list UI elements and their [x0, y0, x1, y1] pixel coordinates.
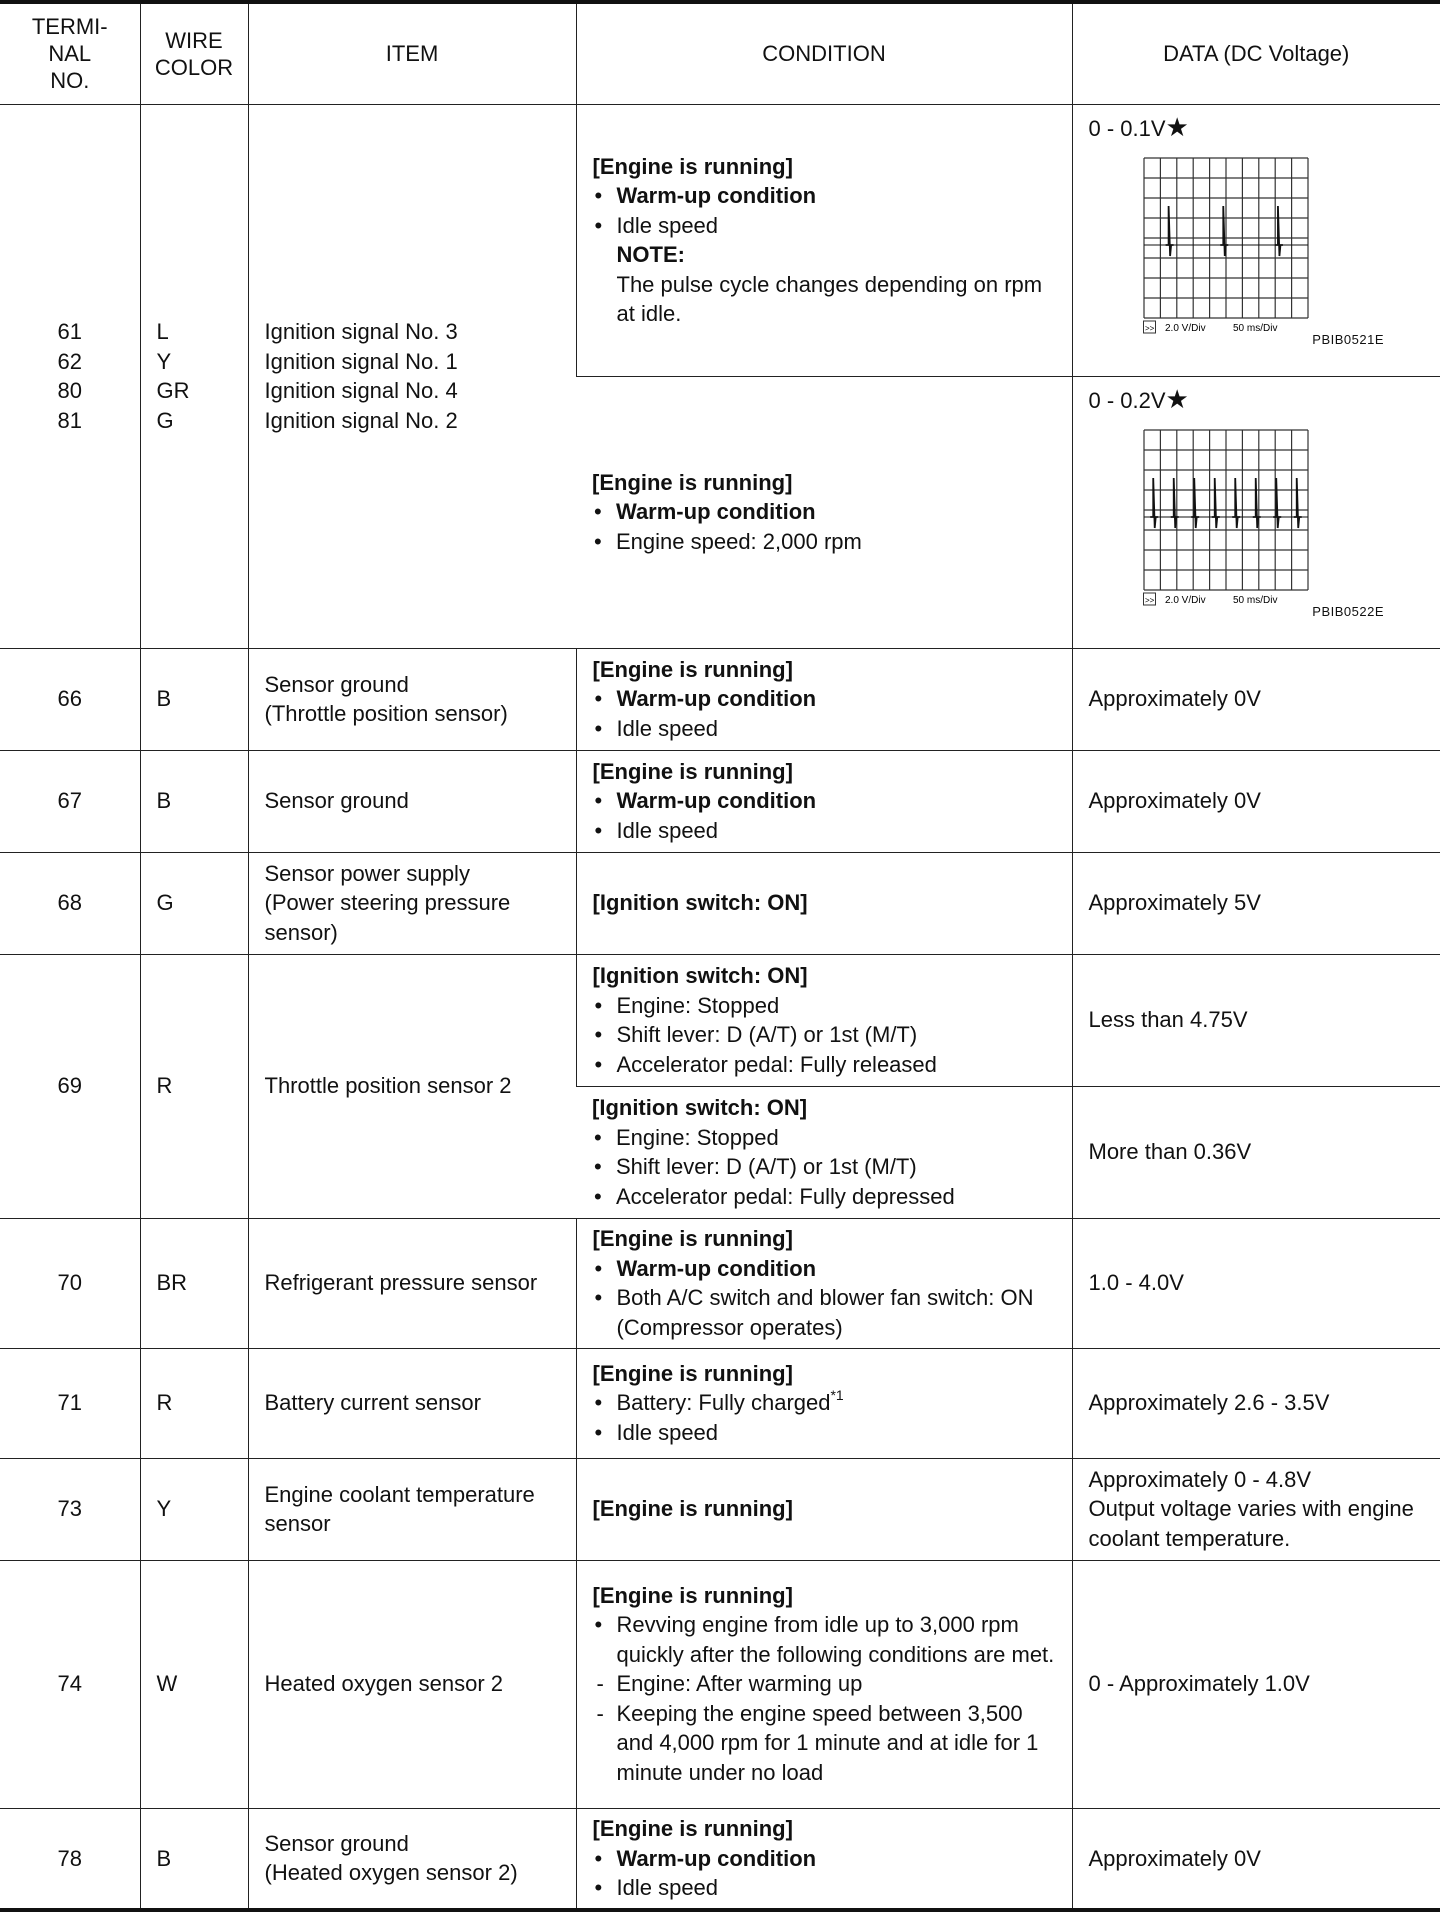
- waveform-pulse: [1232, 478, 1240, 528]
- waveform-pulse: [1220, 206, 1228, 256]
- list-item: • Warm-up condition: [593, 684, 1056, 714]
- star-icon: ★: [1165, 383, 1189, 414]
- header-row: [0, 2, 1440, 104]
- wire-color-cell: R: [140, 954, 248, 1218]
- table-row: [0, 104, 1440, 376]
- wire-color-cell: L Y GR G: [140, 104, 248, 648]
- condition-list: [593, 1254, 1056, 1343]
- wire-color-cell: Y: [140, 1458, 248, 1560]
- note: NOTE: The pulse cycle changes depending on rpm at idle.: [616, 242, 1043, 326]
- oscilloscope-waveform: [1143, 157, 1309, 337]
- list-item: • Warm-up condition: [593, 786, 1056, 816]
- list-item: - Engine: After warming up: [593, 1669, 1056, 1699]
- list-item: • Idle speed: [593, 714, 1056, 744]
- waveform-pulse: [1274, 206, 1282, 256]
- item-cell: Sensor ground: [248, 750, 576, 852]
- terminal-cell: 61 62 80 81: [0, 104, 140, 648]
- data-cell: 1.0 - 4.0V: [1072, 1218, 1440, 1348]
- header-condition: CONDITION: [576, 2, 1072, 104]
- item-cell: Throttle position sensor 2: [248, 954, 576, 1218]
- terminal-cell: 71: [0, 1348, 140, 1458]
- list-item: • Warm-up condition: [593, 181, 1056, 211]
- condition-list: [592, 497, 1056, 556]
- wire-color-cell: G: [140, 852, 248, 954]
- oscilloscope-waveform: [1143, 429, 1309, 609]
- terminal-cell: 68: [0, 852, 140, 954]
- condition-list: [593, 181, 1056, 240]
- wire-color-cell: B: [140, 1808, 248, 1910]
- condition-cell: [Engine is running] • Warm-up condition • Engine speed: 2,000 rpm: [576, 376, 1072, 648]
- terminal-cell: 73: [0, 1458, 140, 1560]
- wire-color-cell: W: [140, 1560, 248, 1808]
- condition-list: [593, 991, 1056, 1080]
- list-item: • Engine: Stopped: [593, 991, 1056, 1021]
- data-cell: [1072, 104, 1440, 376]
- terminal-cell: 66: [0, 648, 140, 750]
- footnote-mark: *1: [830, 1386, 844, 1403]
- condition-cell: [Engine is running] • Warm-up condition • Idle speed: [576, 1808, 1072, 1910]
- wire-color-cell: BR: [140, 1218, 248, 1348]
- data-cell: 0 - Approximately 1.0V: [1072, 1560, 1440, 1808]
- list-item: • Revving engine from idle up to 3,000 rpm quickly after the following conditions are met.: [593, 1610, 1056, 1669]
- item-cell: Ignition signal No. 3 Ignition signal No. 1 Ignition signal No. 4 Ignition signal No. 2: [248, 104, 576, 648]
- data-cell: Less than 4.75V: [1072, 954, 1440, 1086]
- voltage-value: 0 - 0.2V★: [1088, 383, 1189, 414]
- list-item: • Engine speed: 2,000 rpm: [592, 527, 1056, 557]
- condition-list: [593, 1388, 1056, 1447]
- list-item: • Idle speed: [593, 816, 1056, 846]
- header-data: DATA (DC Voltage): [1072, 2, 1440, 104]
- oscilloscope-figure: [1089, 377, 1425, 635]
- table-row: [0, 648, 1440, 750]
- table-row: [0, 852, 1440, 954]
- condition-cell: [Ignition switch: ON] • Engine: Stopped • Shift lever: D (A/T) or 1st (M/T) • Accelerator pedal: Fully depressed: [576, 1086, 1072, 1218]
- waveform-pulse: [1211, 478, 1219, 528]
- data-cell: Approximately 0V: [1072, 1808, 1440, 1910]
- wire-color-cell: B: [140, 648, 248, 750]
- list-item: • Idle speed: [593, 1873, 1056, 1903]
- header-item: ITEM: [248, 2, 576, 104]
- scope-volt-scale: 2.0 V/Div: [1164, 322, 1206, 334]
- table-row: [0, 1458, 1440, 1560]
- voltage-value: 0 - 0.1V★: [1088, 111, 1189, 142]
- condition-list: [592, 1123, 1056, 1212]
- list-item: • Warm-up condition: [592, 497, 1056, 527]
- waveform-pulse: [1191, 478, 1199, 528]
- list-item: • Idle speed: [593, 211, 1056, 241]
- scope-time-scale: 50 ms/Div: [1232, 594, 1277, 606]
- wire-color-cell: R: [140, 1348, 248, 1458]
- list-item: • Warm-up condition: [593, 1844, 1056, 1874]
- table-row: [0, 954, 1440, 1086]
- star-icon: ★: [1165, 111, 1189, 142]
- condition-list: [593, 1844, 1056, 1903]
- data-cell: Approximately 0V: [1072, 648, 1440, 750]
- waveform-pulse: [1293, 478, 1301, 528]
- waveform-pulse: [1273, 478, 1281, 528]
- list-item: • Accelerator pedal: Fully depressed: [592, 1182, 1056, 1212]
- item-cell: Battery current sensor: [248, 1348, 576, 1458]
- data-cell: [1072, 376, 1440, 648]
- list-item: • Accelerator pedal: Fully released: [593, 1050, 1056, 1080]
- condition-cell: [Engine is running] • Battery: Fully charged$^{*1}$ • Idle speed: [576, 1348, 1072, 1458]
- table-row: [0, 1348, 1440, 1458]
- condition-cell: [Engine is running] • Warm-up condition • Idle speed: [576, 750, 1072, 852]
- table-row: [0, 750, 1440, 852]
- item-cell: Heated oxygen sensor 2: [248, 1560, 576, 1808]
- header-wire-color: WIRE COLOR: [140, 2, 248, 104]
- condition-cell: [Engine is running] • Warm-up condition • Both A/C switch and blower fan switch: ON (Compressor operates): [576, 1218, 1072, 1348]
- list-item: • Engine: Stopped: [592, 1123, 1056, 1153]
- item-cell: Refrigerant pressure sensor: [248, 1218, 576, 1348]
- oscilloscope-figure: [1089, 105, 1425, 363]
- condition-list: [593, 786, 1056, 845]
- condition-cell: [Engine is running] • Revving engine from idle up to 3,000 rpm quickly after the following conditions are met. - Engine: After warming up - Keeping the engine speed between 3,500 and 4,000 rpm for 1 minute and at idle for 1 minute under no load: [576, 1560, 1072, 1808]
- wire-color-cell: B: [140, 750, 248, 852]
- item-cell: Engine coolant temperature sensor: [248, 1458, 576, 1560]
- waveform-pulse: [1165, 206, 1173, 256]
- waveform-pulse: [1252, 478, 1260, 528]
- data-cell: Approximately 0V: [1072, 750, 1440, 852]
- terminal-cell: 70: [0, 1218, 140, 1348]
- condition-cell: [Ignition switch: ON] • Engine: Stopped • Shift lever: D (A/T) or 1st (M/T) • Accelerator pedal: Fully released: [576, 954, 1072, 1086]
- waveform-pulse: [1170, 478, 1178, 528]
- header-terminal: TERMI- NAL NO.: [0, 2, 140, 104]
- table-row: [0, 1218, 1440, 1348]
- data-cell: Approximately 5V: [1072, 852, 1440, 954]
- list-item: • Shift lever: D (A/T) or 1st (M/T): [592, 1152, 1056, 1182]
- terminal-cell: 67: [0, 750, 140, 852]
- table-row: [0, 1560, 1440, 1808]
- data-cell: Approximately 2.6 - 3.5V: [1072, 1348, 1440, 1458]
- item-cell: Sensor ground (Heated oxygen sensor 2): [248, 1808, 576, 1910]
- waveform-pulse: [1150, 478, 1158, 528]
- list-item: • Warm-up condition: [593, 1254, 1056, 1284]
- condition-cell: [Engine is running] • Warm-up condition • Idle speed NOTE: The pulse cycle changes depending on rpm at idle.: [576, 104, 1072, 376]
- figure-code: PBIB0522E: [1312, 604, 1384, 619]
- scope-time-scale: 50 ms/Div: [1232, 322, 1277, 334]
- scope-mark-icon: >>: [1144, 323, 1154, 333]
- condition-cell: [Ignition switch: ON]: [576, 852, 1072, 954]
- figure-code: PBIB0521E: [1312, 332, 1384, 347]
- table-row: [0, 1808, 1440, 1910]
- item-cell: Sensor power supply (Power steering pressure sensor): [248, 852, 576, 954]
- list-item: - Keeping the engine speed between 3,500 and 4,000 rpm for 1 minute and at idle for 1 minute under no load: [593, 1699, 1056, 1788]
- list-item: • Shift lever: D (A/T) or 1st (M/T): [593, 1020, 1056, 1050]
- scope-volt-scale: 2.0 V/Div: [1164, 594, 1206, 606]
- data-cell: More than 0.36V: [1072, 1086, 1440, 1218]
- list-item: • Both A/C switch and blower fan switch: ON (Compressor operates): [593, 1283, 1056, 1342]
- data-cell: Approximately 0 - 4.8V Output voltage varies with engine coolant temperature.: [1072, 1458, 1440, 1560]
- terminal-cell: 74: [0, 1560, 140, 1808]
- list-item: • Idle speed: [593, 1418, 1056, 1448]
- terminal-cell: 69: [0, 954, 140, 1218]
- scope-mark-icon: >>: [1144, 595, 1154, 605]
- list-item: • Battery: Fully charged$^{*1}$: [593, 1388, 1056, 1418]
- terminal-cell: 78: [0, 1808, 140, 1910]
- condition-list: [593, 684, 1056, 743]
- condition-cell: [Engine is running]: [576, 1458, 1072, 1560]
- condition-list: [593, 1610, 1056, 1787]
- item-cell: Sensor ground (Throttle position sensor): [248, 648, 576, 750]
- condition-cell: [Engine is running] • Warm-up condition • Idle speed: [576, 648, 1072, 750]
